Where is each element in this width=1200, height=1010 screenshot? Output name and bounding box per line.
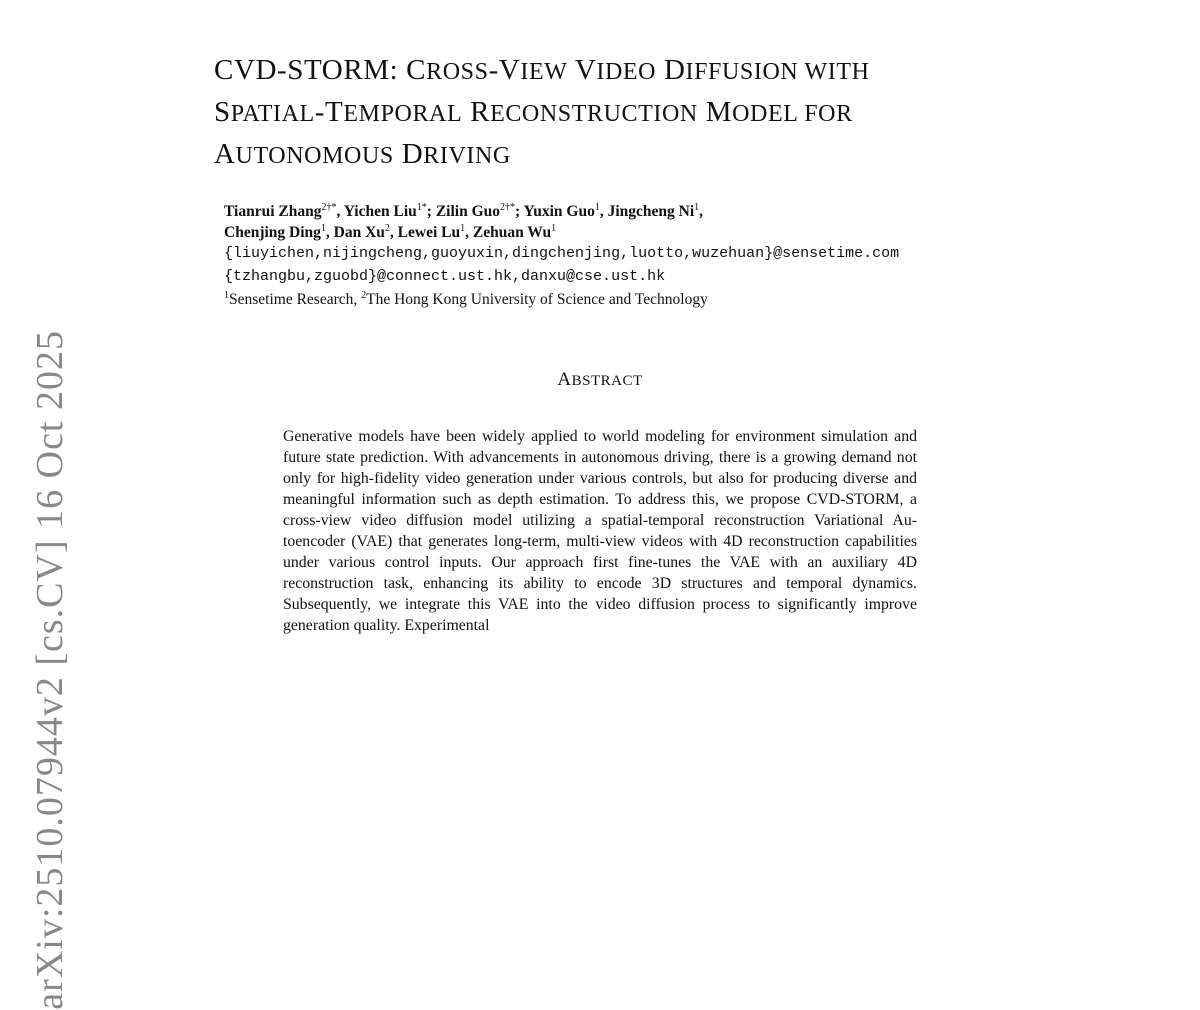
title-part: RIVING [423, 143, 511, 169]
title-part: CVD-STORM: C [214, 54, 427, 86]
author-separator: , [389, 224, 398, 241]
author-line-1 [224, 201, 703, 222]
title-part: EMPORAL [343, 101, 463, 127]
author-separator: , [325, 224, 334, 241]
author-affiliation-marker: 1 [694, 201, 700, 213]
author-affiliation-marker: 1 [594, 201, 600, 213]
affiliations [224, 289, 708, 310]
author-separator: , [465, 224, 473, 241]
title-part: M [697, 96, 733, 128]
paper-title [214, 50, 1074, 176]
affil-marker: 1 [224, 289, 229, 301]
author-name: Yichen Liu [343, 203, 417, 220]
title-part: R [462, 96, 491, 128]
title-part: V [567, 54, 597, 86]
author-name: Zilin Guo [435, 203, 500, 220]
author-affiliation-marker: 1 [320, 222, 326, 234]
title-part: PATIAL [230, 101, 315, 127]
affil-text: Sensetime Research, [229, 291, 362, 308]
author-affiliation-marker: 1 [551, 222, 557, 234]
title-part: ODEL FOR [732, 101, 853, 127]
author-line-2 [224, 222, 703, 243]
title-part: IFFUSION WITH [685, 59, 870, 85]
title-part: -V [488, 54, 521, 86]
abstract-heading [0, 369, 1200, 391]
arxiv-identifier-stamp: arXiv:2510.07944v2 [cs.CV] 16 Oct 2025 [29, 330, 71, 1010]
title-line-2 [214, 92, 1074, 134]
author-name: Lewei Lu [397, 224, 461, 241]
author-separator: ; [426, 203, 436, 220]
title-part: D [656, 54, 686, 86]
email-line-1: {liuyichen,nijingcheng,guoyuxin,dingchenjing,luotto,wuzehuan}@sensetime.com [224, 245, 900, 262]
author-affiliation-marker: 2†* [500, 201, 515, 213]
title-part: S [214, 96, 231, 128]
author-separator: , [599, 203, 608, 220]
email-line-2: {tzhangbu,zguobd}@connect.ust.hk,danxu@cse.ust.hk [224, 268, 666, 285]
author-name: Chenjing Ding [224, 224, 321, 241]
title-part: IEW [520, 59, 568, 85]
author-affiliation-marker: 1 [460, 222, 466, 234]
author-affiliation-marker: 2†* [321, 201, 337, 213]
title-line-3 [214, 134, 1074, 176]
title-part: A [214, 138, 236, 170]
affil-marker: 2 [361, 289, 367, 301]
author-affiliation-marker: 1* [416, 201, 427, 213]
title-part: IDEO [596, 59, 657, 85]
author-separator: , [336, 203, 344, 220]
title-part: UTONOMOUS [235, 143, 394, 169]
title-part: -T [314, 96, 344, 128]
title-part: ROSS [426, 59, 489, 85]
affil-text: The Hong Kong University of Science and Technology [366, 291, 708, 308]
title-part: D [393, 138, 424, 170]
abstract-heading-part: A [557, 369, 572, 390]
author-name: Yuxin Guo [523, 203, 595, 220]
author-list [224, 201, 703, 243]
author-name: Jingcheng Ni [607, 203, 695, 220]
author-separator: ; [515, 203, 524, 220]
author-affiliation-marker: 2 [384, 222, 390, 234]
title-part: ECONSTRUCTION [490, 101, 698, 127]
author-name: Tianrui Zhang [224, 203, 322, 220]
abstract-heading-part: BSTRACT [571, 373, 643, 389]
title-line-1 [214, 50, 1074, 92]
author-separator: , [699, 203, 704, 220]
abstract-body: Generative models have been widely applied to world modeling for environment simulation and future state prediction. With advancements in autonomous driving, there is a growing demand not only for high-fidelity video generation under various controls, but also for producing diverse and meaningful information such as depth estimation. To address this, we propose CVD-STORM, a cross-view video diffusion model utilizing a spatial-temporal reconstruction Variational Autoencoder (VAE) that generates long-term, multi-view videos with 4D reconstruction capabilities under various control inputs. Our approach first fine-tunes the VAE with an auxiliary 4D reconstruction task, enhancing its ability to encode 3D structures and temporal dynamics. Subsequently, we integrate this VAE into the video diffusion process to significantly improve generation quality. Experimental [283, 428, 917, 634]
author-name: Dan Xu [333, 224, 385, 241]
author-name: Zehuan Wu [472, 224, 552, 241]
